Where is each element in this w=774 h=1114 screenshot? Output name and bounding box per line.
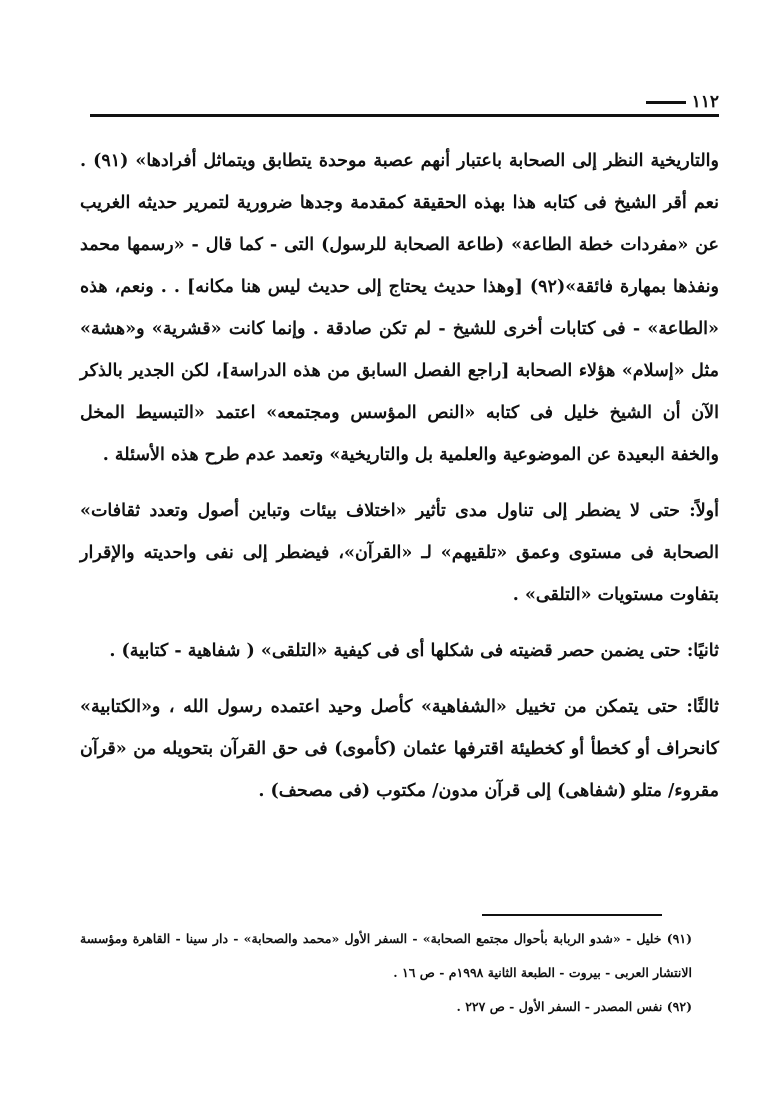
- page-header: [646, 92, 719, 112]
- footnotes: [80, 922, 692, 1024]
- paragraph-text: حتى يضمن حصر قضيته فى شكلها أى فى كيفية «التلقى» ( شفاهية - كتابية) .: [109, 641, 681, 661]
- paragraph-text: حتى لا يضطر إلى تناول مدى تأثير «اختلاف بيئات وتباين أصول وتعدد ثقافات» الصحابة فى مستوى وعمق «تلقيهم» لـ «القرآن»، فيضطر إلى نفى واحديته والإقرار بتفاوت مستويات «التلقى» .: [80, 501, 719, 605]
- footnote-92: (٩٢) نفس المصدر - السفر الأول - ص ٢٢٧ .: [456, 999, 692, 1014]
- paragraph-text: حتى يتمكن من تخييل «الشفاهية» كأصل وحيد اعتمده رسول الله ، و«الكتابية» كانحراف أو كخطأ أو كخطيئة اقترفها عثمان (كأموى) فى حق القرآن بتحويله من «قرآن مقروء/ متلو (شفاهى) إلى قرآن مدون/ مكتوب (فى مصحف) .: [80, 697, 719, 801]
- header-rule: [90, 114, 719, 117]
- paragraph-lead: ثانيًا:: [686, 641, 719, 661]
- footnote-91: (٩١) خليل - «شدو الربابة بأحوال مجتمع الصحابة» - السفر الأول «محمد والصحابة» - دار سينا - القاهرة ومؤسسة الانتشار العربى - بيروت - الطبعة الثانية ١٩٩٨م - ص ١٦ .: [80, 931, 692, 980]
- main-text: [80, 140, 719, 826]
- paragraph-third: [80, 686, 719, 812]
- paragraph-intro: [80, 140, 719, 476]
- paragraph-lead: ثالثًا:: [686, 697, 719, 717]
- page-number-rule: [646, 101, 686, 104]
- paragraph-lead: أولاً:: [689, 501, 719, 521]
- paragraph-second: [80, 630, 719, 672]
- paragraph-first: [80, 490, 719, 616]
- footnote-rule: [482, 914, 662, 916]
- page-number: ١١٢: [691, 92, 719, 112]
- paragraph-text: والتاريخية النظر إلى الصحابة باعتبار أنهم عصبة موحدة يتطابق ويتماثل أفرادها» (٩١) . نعم أقر الشيخ فى كتابه هذا بهذه الحقيقة كمقدمة وجدها ضرورية لتمرير حديثه الغريب عن «مفردات خطة الطاعة» (طاعة الصحابة للرسول) التى - كما قال - «رسمها محمد ونفذها بمهارة فائقة»(٩٢) [وهذا حديث يحتاج إلى حديث ليس هنا مكانه] . . ونعم، هذه «الطاعة» - فى كتابات أخرى للشيخ - لم تكن صادقة . وإنما كانت «قشرية» و«هشة» مثل «إسلام» هؤلاء الصحابة [راجع الفصل السابق من هذه الدراسة]، لكن الجدير بالذكر الآن أن الشيخ خليل فى كتابه «النص المؤسس ومجتمعه» اعتمد «التبسيط المخل والخفة البعيدة عن الموضوعية والعلمية بل والتاريخية» وتعمد عدم طرح هذه الأسئلة .: [80, 151, 719, 465]
